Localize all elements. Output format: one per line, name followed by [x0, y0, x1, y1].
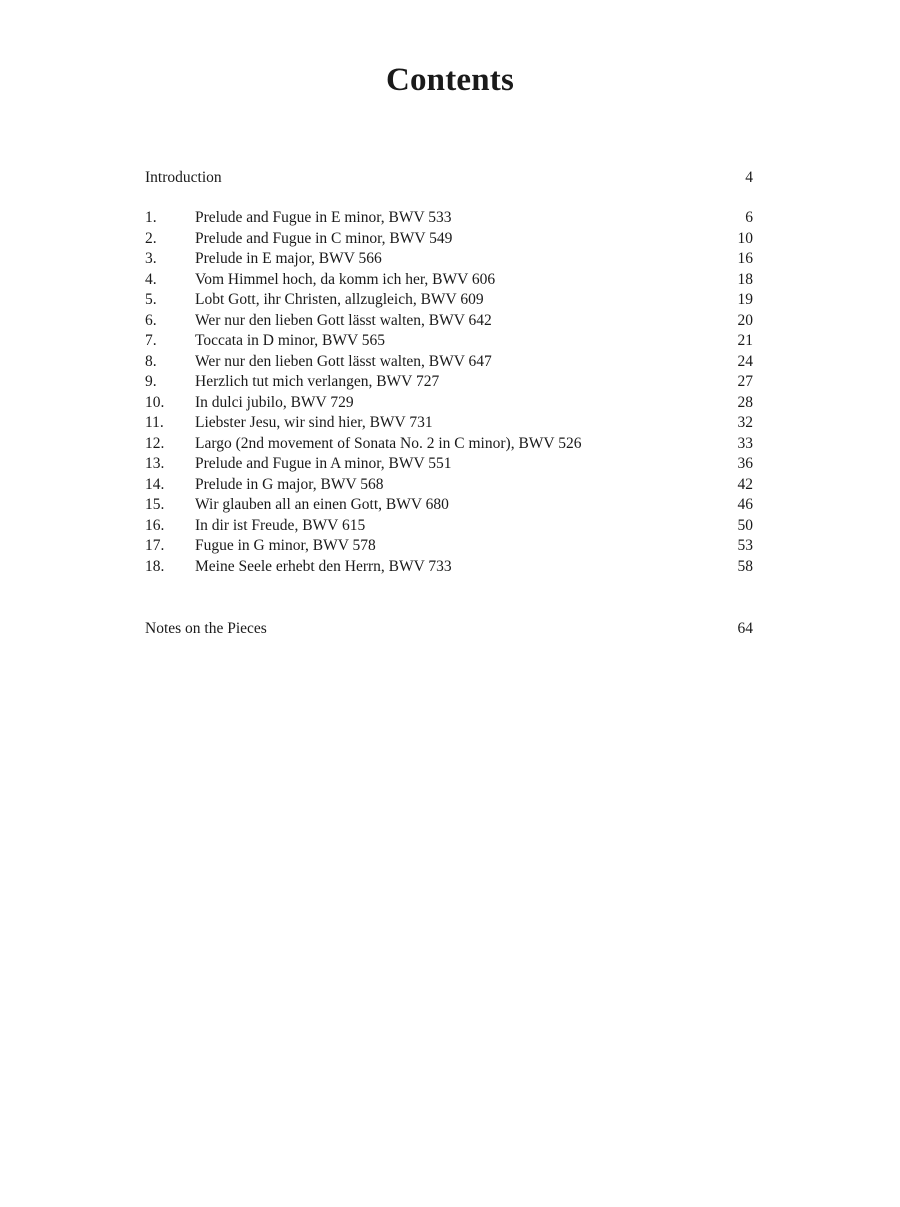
toc-page-number: 46: [737, 496, 753, 513]
toc-page-number: 24: [737, 352, 753, 370]
toc-entry-number: 13.: [145, 455, 165, 472]
toc-page-number: 27: [737, 373, 753, 390]
toc-page-number: 19: [737, 291, 753, 308]
page-title: Contents: [385, 62, 515, 98]
toc-page-number: 50: [737, 516, 753, 534]
toc-entry-list: [145, 208, 753, 577]
toc-row: [145, 475, 753, 496]
toc-row: [145, 434, 753, 455]
toc-entry-number: 8.: [145, 352, 157, 370]
toc-row-notes: [145, 619, 753, 640]
toc-label: Wir glauben all an einen Gott, BWV 680: [195, 496, 449, 513]
toc-entry-number: 15.: [145, 496, 165, 513]
toc-page-number: 16: [737, 250, 753, 267]
toc-label: Prelude in G major, BWV 568: [195, 475, 384, 493]
toc-entry-number: 14.: [145, 475, 165, 493]
toc-label: Liebster Jesu, wir sind hier, BWV 731: [195, 414, 433, 431]
toc-entry-number: 1.: [145, 209, 157, 226]
toc-label: Meine Seele erhebt den Herrn, BWV 733: [195, 557, 452, 575]
toc-page-number: 32: [737, 414, 753, 431]
toc-page-number: 10: [737, 229, 753, 247]
toc-entry-number: 3.: [145, 250, 157, 267]
toc-page-number: 53: [737, 537, 753, 554]
toc-entry-number: 7.: [145, 332, 157, 349]
toc-row: [145, 454, 753, 475]
toc-label: Herzlich tut mich verlangen, BWV 727: [195, 373, 440, 390]
toc-row: [145, 331, 753, 352]
toc-row: [145, 536, 753, 557]
toc-label: Toccata in D minor, BWV 565: [195, 332, 385, 349]
toc-page-number: 64: [737, 620, 753, 637]
toc-label: Prelude and Fugue in C minor, BWV 549: [195, 229, 453, 247]
toc-entry-number: 12.: [145, 434, 165, 452]
toc-entry-number: 10.: [145, 393, 165, 411]
toc-label: Wer nur den lieben Gott lässt walten, BWV 647: [195, 352, 492, 370]
toc-label: Introduction: [145, 169, 222, 186]
toc-page-number: 36: [737, 455, 753, 472]
toc-row: [145, 413, 753, 434]
toc-label: Fugue in G minor, BWV 578: [195, 537, 376, 554]
toc-label: Notes on the Pieces: [145, 620, 267, 637]
toc-row: [145, 229, 753, 250]
toc-label: Prelude and Fugue in A minor, BWV 551: [195, 455, 452, 472]
toc-page-number: 33: [737, 434, 753, 452]
toc-entry-number: 9.: [145, 373, 157, 390]
toc-entry-number: 6.: [145, 311, 157, 329]
toc-label: Largo (2nd movement of Sonata No. 2 in C minor), BWV 526: [195, 434, 582, 452]
toc-introduction-section: [145, 168, 753, 189]
toc-page-number: 18: [737, 270, 753, 288]
toc-page-number: 42: [737, 475, 753, 493]
toc-entry-number: 2.: [145, 229, 157, 247]
toc-page-number: 28: [737, 393, 753, 411]
toc-entry-number: 5.: [145, 291, 157, 308]
toc-page-number: 4: [745, 169, 753, 186]
toc-label: Wer nur den lieben Gott lässt walten, BWV 642: [195, 311, 492, 329]
toc-row: [145, 393, 753, 414]
toc-row: [145, 495, 753, 516]
toc-row: [145, 557, 753, 578]
toc-page-number: 20: [737, 311, 753, 329]
toc-page-number: 21: [737, 332, 753, 349]
toc-row: [145, 290, 753, 311]
toc-row: [145, 311, 753, 332]
toc-row: [145, 249, 753, 270]
toc-label: Prelude and Fugue in E minor, BWV 533: [195, 209, 452, 226]
toc-row-introduction: [145, 168, 753, 189]
toc-label: In dulci jubilo, BWV 729: [195, 393, 354, 411]
toc-entry-number: 4.: [145, 270, 157, 288]
toc-label: Vom Himmel hoch, da komm ich her, BWV 606: [195, 270, 496, 288]
toc-page-number: 6: [745, 209, 753, 226]
toc-row: [145, 208, 753, 229]
toc-entry-number: 11.: [145, 414, 164, 431]
toc-label: In dir ist Freude, BWV 615: [195, 516, 366, 534]
toc-entry-number: 18.: [145, 557, 165, 575]
toc-row: [145, 516, 753, 537]
toc-row: [145, 352, 753, 373]
toc-row: [145, 372, 753, 393]
toc-entry-number: 17.: [145, 537, 165, 554]
toc-row: [145, 270, 753, 291]
toc-page-number: 58: [737, 557, 753, 575]
toc-label: Lobt Gott, ihr Christen, allzugleich, BWV 609: [195, 291, 484, 308]
toc-label: Prelude in E major, BWV 566: [195, 250, 382, 267]
toc-entry-number: 16.: [145, 516, 165, 534]
toc-notes-section: [145, 619, 753, 640]
